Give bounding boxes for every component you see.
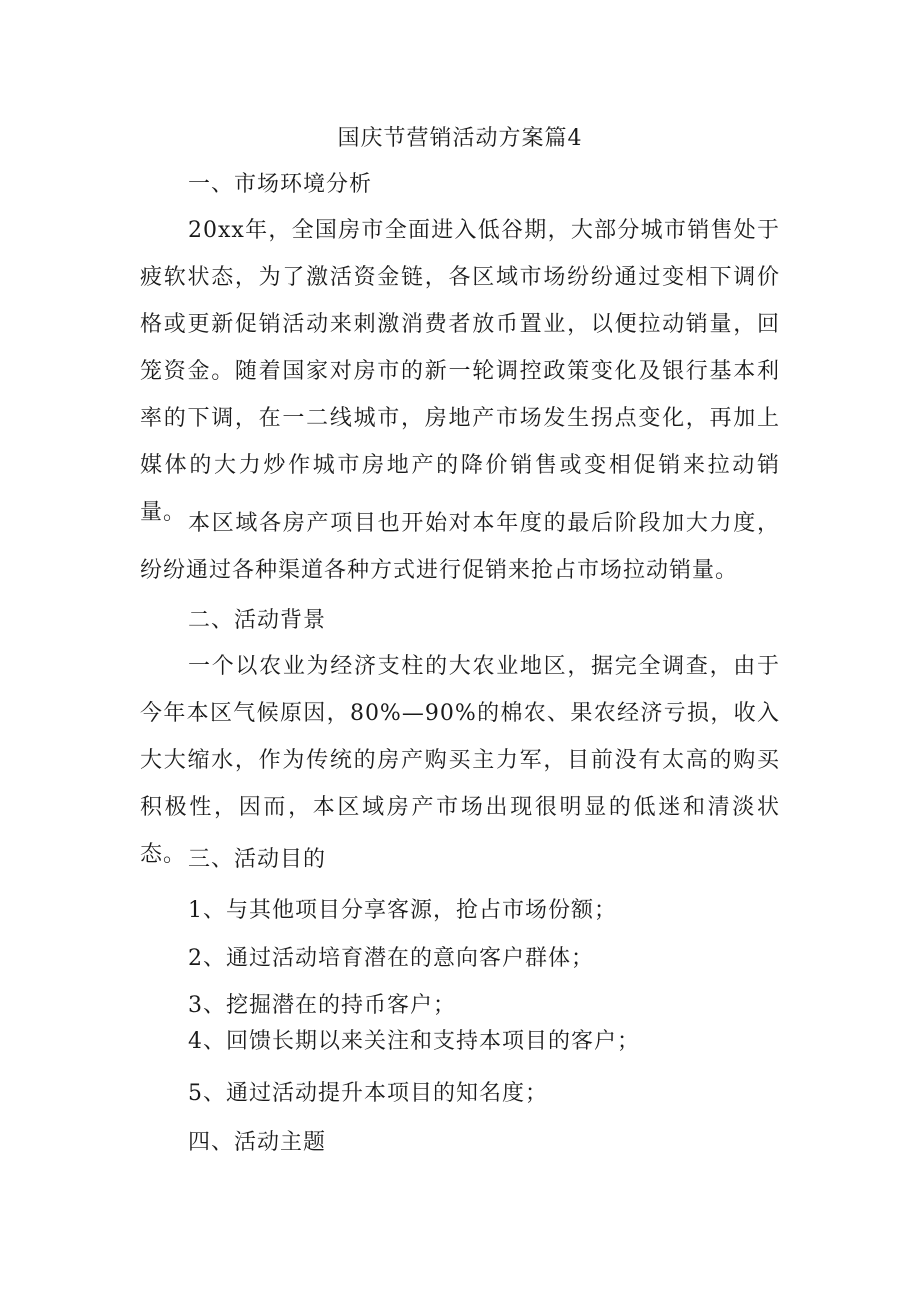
document-title: 国庆节营销活动方案篇4 [337, 126, 583, 151]
paragraph-market-analysis-2: 本区域各房产项目也开始对本年度的最后阶段加大力度，纷纷通过各种渠道各种方式进行促销来抢占市场拉动销量。 [140, 511, 780, 583]
list-item: 4、回馈长期以来关注和支持本项目的客户； [188, 1029, 640, 1054]
list-item: 3、挖掘潜在的持币客户； [188, 993, 456, 1018]
list-item: 5、通过活动提升本项目的知名度； [188, 1081, 548, 1106]
section-heading-theme: 四、活动主题 [188, 1130, 327, 1155]
list-item: 1、与其他项目分享客源，抢占市场份额； [188, 898, 617, 923]
section-heading-market-analysis: 一、市场环境分析 [188, 172, 373, 197]
section-heading-background: 二、活动背景 [188, 608, 327, 633]
paragraph-market-analysis-1: 20xx年，全国房市全面进入低谷期，大部分城市销售处于疲软状态，为了激活资金链，各区域市场纷纷通过变相下调价格或更新促销活动来刺激消费者放币置业，以便拉动销量，回笼资金。随着国家对房市的新一轮调控政策变化及银行基本利率的下调，在一二线城市，房地产市场发生拐点变化，再加上媒体的大力炒作城市房地产的降价销售或变相促销来拉动销量。 [140, 218, 780, 525]
paragraph-background: 一个以农业为经济支柱的大农业地区，据完全调查，由于今年本区气候原因，80%—90%的棉农、果农经济亏损，收入大大缩水，作为传统的房产购买主力军，目前没有太高的购买积极性，因而，本区域房产市场出现很明显的低迷和清淡状态。 [140, 654, 780, 867]
list-item: 2、通过活动培育潜在的意向客户群体； [188, 946, 594, 971]
section-heading-purpose: 三、活动目的 [188, 847, 327, 872]
